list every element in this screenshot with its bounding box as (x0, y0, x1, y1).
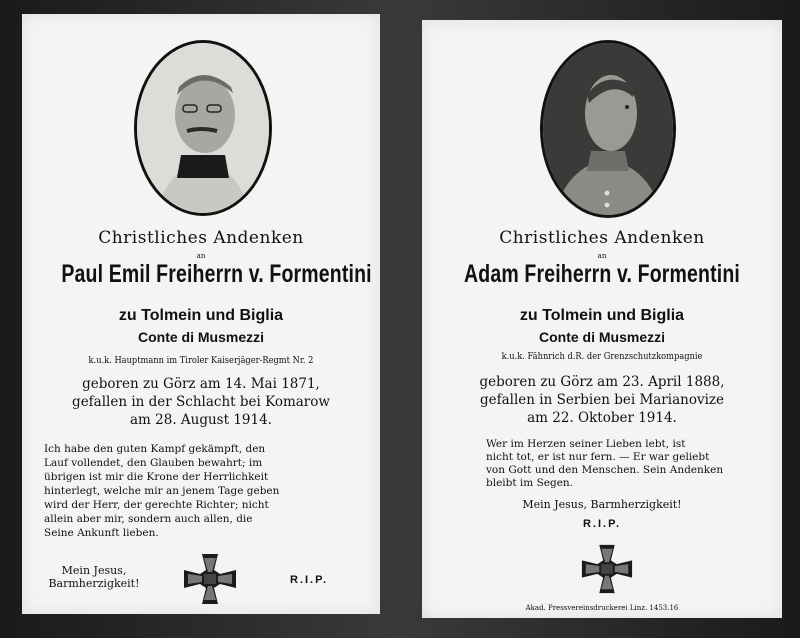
an-left: an (196, 252, 206, 260)
heading-left: Christliches Andenken (98, 228, 304, 248)
mein-jesus-line1: Mein Jesus, (61, 564, 127, 577)
portrait-figure-right (543, 43, 673, 215)
verse-line: Lauf vollendet, den Glauben bewahrt; im (44, 457, 263, 469)
memorial-card-right (422, 20, 782, 618)
mein-jesus-line2: Barmherzigkeit! (48, 577, 140, 590)
verse-line: übrigen ist mir die Krone der Herrlichkeit (44, 471, 269, 483)
mein-jesus-right: Mein Jesus, Barmherzigkeit! (522, 498, 682, 511)
verse-line: allein aber mir, sondern auch allen, die (44, 513, 253, 525)
verse-line: Wer im Herzen seiner Lieben lebt, ist (486, 438, 686, 450)
verse-line: wird der Herr, der gerechte Richter; nicht (44, 499, 269, 511)
portrait-photo-right (540, 40, 676, 218)
date-left: am 28. August 1914. (130, 412, 272, 428)
heading-right: Christliches Andenken (499, 228, 705, 248)
fell-left: gefallen in der Schlacht bei Komarow (72, 394, 330, 410)
iron-cross-icon (182, 552, 238, 606)
title-line-right: zu Tolmein und Biglia (519, 307, 685, 324)
name-left: Paul Emil Freiherrn v. Formentini (61, 260, 372, 288)
rip-right: R.I.P. (582, 518, 622, 530)
rip-left: R.I.P. (290, 574, 329, 586)
an-right: an (597, 252, 607, 260)
memorial-card-left (22, 14, 380, 614)
conte-line-left: Conte di Musmezzi (137, 329, 264, 345)
conte-line-right: Conte di Musmezzi (538, 329, 665, 345)
born-right: geboren zu Görz am 23. April 1888, (479, 374, 725, 390)
printer-imprint: Akad. Pressvereinsdruckerei Linz. 1453.16 (525, 604, 679, 612)
iron-cross-icon (580, 542, 634, 596)
verse-line: Seine Ankunft lieben. (44, 527, 159, 539)
mein-jesus-left (36, 564, 152, 590)
fell-right: gefallen in Serbien bei Marianovize (479, 392, 724, 408)
portrait-photo-left (134, 40, 272, 216)
verse-line: von Gott und den Menschen. Sein Andenken (486, 464, 724, 476)
verse-line: bleibt im Segen. (486, 477, 574, 489)
date-right: am 22. Oktober 1914. (527, 410, 677, 426)
rank-left: k.u.k. Hauptmann im Tiroler Kaiserjäger-Regmt Nr. 2 (88, 356, 314, 366)
verse-line: Ich habe den guten Kampf gekämpft, den (44, 443, 266, 455)
portrait-figure-left (137, 43, 269, 213)
rank-right: k.u.k. Fähnrich d.R. der Grenzschutzkompagnie (501, 352, 703, 362)
name-right: Adam Freiherrn v. Formentini (464, 260, 740, 288)
verse-line: nicht tot, er ist nur fern. — Er war geliebt (486, 451, 710, 463)
verse-left (44, 442, 358, 540)
title-line-left: zu Tolmein und Biglia (118, 307, 284, 324)
born-left: geboren zu Görz am 14. Mai 1871, (82, 376, 320, 392)
verse-line: hinterlegt, welche mir an jenem Tage geben (44, 485, 280, 497)
verse-right (486, 438, 736, 490)
